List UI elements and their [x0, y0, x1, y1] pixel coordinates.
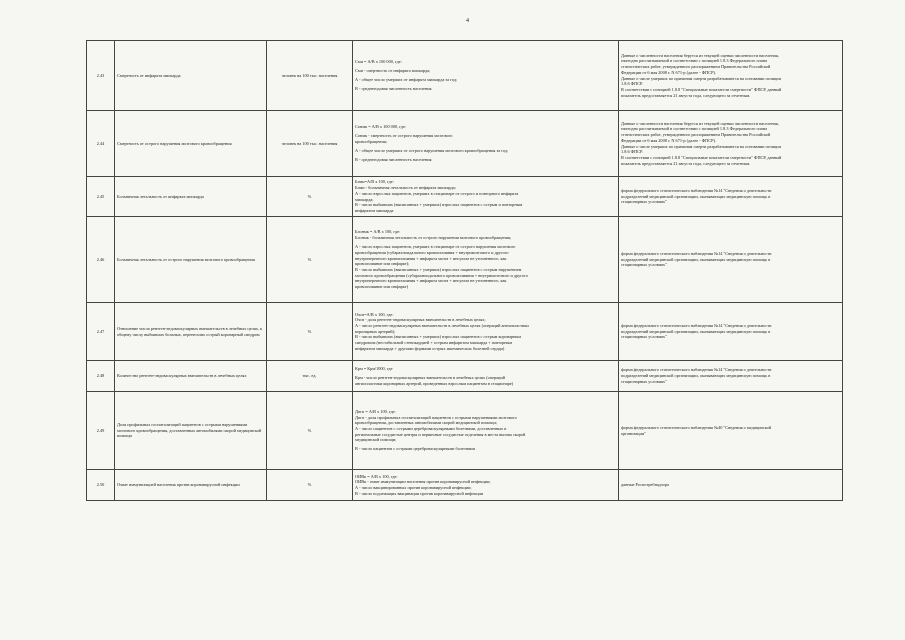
calculation-formula [353, 392, 619, 470]
source-line: ежегодно рассчитываемой в соответствии с позицией 1.8.3 Федерального плана [621, 126, 768, 132]
formula-line: Сми = А/В х 100 000, где: [355, 59, 402, 65]
source-line: подразделений медицинской организации, оказывающих медицинскую помощь в [621, 373, 771, 379]
indicator-name: Больничная летальность от острого нарушения мозгового кровообращения [115, 217, 267, 303]
indicators-table-body [87, 41, 843, 501]
source-line: форма федерального статистического наблюдения №40 "Сведения о медицинской [621, 424, 772, 430]
calculation-formula [353, 177, 619, 217]
source-line: форма федерального статистического наблюдения №14 "Сведения о деятельности [621, 187, 772, 193]
source-line: форма федерального статистического наблюдения №14 "Сведения о деятельности [621, 322, 772, 328]
formula-line: Блонмк = А/В х 100, где: [355, 229, 401, 235]
formula-line: Блонмк - больничная летальность от острого нарушения мозгового кровообращения; [355, 235, 512, 241]
source-line: Данные о числе умерших по причинам смерти разрабатываются на основании позиции [621, 75, 781, 81]
source-line: В соответствии с позицией 1.8.8 "Специальные показатели смертности" ФПСР, данный [621, 86, 782, 92]
source-line: стационарных условиях" [621, 199, 667, 205]
formula-line: Очсв=А/В х 100, где: [355, 311, 394, 317]
formula-line: миокарда; [355, 196, 374, 202]
formula-line: внутричерепного кровоизлияния + инфаркта мозга + инсульта не уточненного, как [355, 278, 507, 284]
row-number: 2.43 [87, 41, 115, 111]
source-line: стационарных условиях" [621, 378, 667, 384]
formula-line: В - число пациентов с острыми цереброваскулярными болезнями [355, 446, 475, 452]
unit-of-measure: человек на 100 тыс. населения [267, 41, 353, 111]
indicator-name: Охват иммунизацией населения против коронавирусной инфекции [115, 470, 267, 501]
formula-line: В - число выбывших (выписанных + умерших) взрослых пациентов с острым и повторным [355, 202, 523, 208]
formula-line: мозгового кровообращения (субарахноидального кровоизлияния + внутримозгового и другого [355, 272, 528, 278]
calculation-formula [353, 111, 619, 177]
formula-line: коронарных артерий); [355, 328, 396, 334]
unit-of-measure: % [267, 177, 353, 217]
formula-line: кровоизлияние или инфаркт) [355, 283, 409, 289]
formula-line: региональные сосудистые центры и первичные сосудистые отделения в места вызова скорой [355, 431, 526, 437]
indicator-name: Смертность от инфаркта миокарда [115, 41, 267, 111]
formula-line: инфарктом миокарда [355, 207, 394, 213]
source-line: подразделений медицинской организации, оказывающих медицинскую помощь в [621, 193, 771, 199]
calculation-formula [353, 303, 619, 361]
source-line: Данные о числе умерших по причинам смерти разрабатываются на основании позиции [621, 143, 781, 149]
row-number: 2.50 [87, 470, 115, 501]
formula-line: кровоизлияние или инфаркт); [355, 261, 410, 267]
formula-line: Блми - больничная летальность от инфаркта миокарда; [355, 185, 456, 191]
data-source [619, 392, 843, 470]
formula-line: Крм - число рентген-эндоваскулярных вмешательств в лечебных целях (операций [355, 374, 505, 380]
page-number: 4 [466, 18, 469, 24]
formula-line: В - число подлежащих вакцинации против коронавирусной инфекции [355, 490, 484, 496]
formula-line: Сми - смертность от инфаркта миокарда; [355, 68, 431, 74]
source-line: статистических работ, утвержденного распоряжением Правительства Российской [621, 132, 771, 138]
table-row [87, 41, 843, 111]
source-line: статистических работ, утвержденного распоряжением Правительства Российской [621, 64, 771, 70]
formula-line: Сонмк - смертность от острого нарушения мозгового [355, 133, 453, 139]
data-source [619, 470, 843, 501]
table-row [87, 177, 843, 217]
source-line: подразделений медицинской организации, оказывающих медицинскую помощь в [621, 328, 771, 334]
row-number: 2.47 [87, 303, 115, 361]
table-row [87, 111, 843, 177]
data-source [619, 361, 843, 392]
source-line: показатель предоставляется 21 августа года, следующего за отчетным. [621, 92, 751, 98]
formula-line: А - общее число умерших от инфаркта миокарда за год; [355, 77, 458, 83]
formula-line: Дпгп = А/В х 100, где: [355, 408, 396, 414]
formula-line: кровообращения; [355, 138, 387, 144]
table-row [87, 361, 843, 392]
source-line: форма федерального статистического наблюдения №14 "Сведения о деятельности [621, 367, 772, 373]
unit-of-measure: % [267, 470, 353, 501]
data-source [619, 177, 843, 217]
source-line: показатель предоставляется 21 августа года, следующего за отчетным. [621, 160, 751, 166]
formula-line: кровообращения (субарахноидального кровоизлияния + внутримозгового и другого [355, 249, 509, 255]
calculation-formula [353, 361, 619, 392]
formula-line: В - число выбывших (выписанных + умерших) взрослых пациентов с острым коронарным [355, 334, 522, 340]
formula-line: А - число взрослых пациентов, умерших в стационаре от острого нарушения мозгового [355, 244, 516, 250]
source-line: Данные о численности населения берутся из текущей оценки численности населения, [621, 52, 779, 58]
table-row [87, 470, 843, 501]
formula-line: ангиопластики коронарных артерий, проведенных взрослым пациентам в стационаре) [355, 380, 514, 386]
source-line: подразделений медицинской организации, оказывающих медицинскую помощь в [621, 256, 771, 262]
indicator-name: Смертность от острого нарушения мозгового кровообращения [115, 111, 267, 177]
unit-of-measure: тыс. ед. [267, 361, 353, 392]
source-line: В соответствии с позицией 1.8.8 "Специальные показатели смертности" ФПСР, данный [621, 154, 782, 160]
source-line: Федерации от 6 мая 2008 г. N 671-р (далее - ФПСР). [621, 137, 717, 143]
row-number: 2.46 [87, 217, 115, 303]
formula-line: А - число пациентов с острыми цереброваскулярными болезнями, доставленных в [355, 425, 507, 431]
formula-line: А - число вакцинированных против коронавирусной инфекции; [355, 485, 472, 490]
source-line: форма федерального статистического наблюдения №14 "Сведения о деятельности [621, 250, 772, 256]
formula-line: синдромом (нестабильной стенокардией + острым инфарктом миокарда + повторным [355, 340, 513, 345]
source-line: стационарных условиях" [621, 334, 667, 340]
data-source [619, 217, 843, 303]
formula-line: ОИВк = А/В х 100, где: [355, 473, 398, 479]
table-row [87, 217, 843, 303]
source-line: 1.8.6 ФПСР. [621, 149, 643, 155]
source-line: ежегодно рассчитываемой в соответствии с позицией 1.8.3 Федерального плана [621, 58, 768, 64]
data-source [619, 111, 843, 177]
formula-line: инфарктом миокарда + другими формами острых ишемических болезней сердца) [355, 345, 505, 351]
row-number: 2.48 [87, 361, 115, 392]
table-row [87, 392, 843, 470]
source-line: 1.8.6 ФПСР. [621, 81, 643, 87]
source-line: организации" [621, 430, 646, 436]
formula-line: А - число взрослых пациентов, умерших в стационаре от острого и повторного инфаркта [355, 190, 519, 196]
row-number: 2.45 [87, 177, 115, 217]
row-number: 2.44 [87, 111, 115, 177]
unit-of-measure: % [267, 392, 353, 470]
row-number: 2.49 [87, 392, 115, 470]
formula-line: А - общее число умерших от острого нарушения мозгового кровообращения за год; [355, 148, 509, 154]
indicator-name: Больничная летальность от инфаркта миокарда [115, 177, 267, 217]
unit-of-measure: % [267, 303, 353, 361]
formula-line: В - среднегодовая численность населения [355, 86, 432, 92]
indicators-table [86, 40, 843, 501]
table-row [87, 303, 843, 361]
formula-line: Блми=А/В х 100, где: [355, 179, 394, 185]
unit-of-measure: человек на 100 тыс. населения [267, 111, 353, 177]
source-line: Федерации от 6 мая 2008 г. N 671-р (далее - ФПСР). [621, 69, 717, 75]
formula-line: медицинской помощи; [355, 437, 397, 443]
formula-line: Сонмк = А/В х 100 000, где: [355, 124, 407, 130]
formula-line: А - число рентген-эндоваскулярных вмешательств в лечебных целях (операций ангиопластики [355, 322, 529, 328]
formula-line: внутричерепного кровоизлияния + инфаркта мозга + инсульта не уточненного, как [355, 255, 507, 261]
calculation-formula [353, 41, 619, 111]
formula-line: ОИВк - охват иммунизации населения против коронавирусной инфекции; [355, 479, 491, 485]
source-line: Данные о численности населения берутся из текущей оценки численности населения, [621, 120, 779, 126]
indicator-name: Отношение числа рентген-эндоваскулярных вмешательств в лечебных целях, к общему числу выбывших больных, перенесших острый коронарный синдром [115, 303, 267, 361]
formula-line: Очсв - доля рентген-эндоваскулярных вмешательств в лечебных целях; [355, 317, 486, 323]
source-line: стационарных условиях" [621, 262, 667, 268]
formula-line: кровообращения, доставленных автомобилями скорой медицинской помощи; [355, 420, 497, 426]
data-source [619, 41, 843, 111]
indicator-name: Доля профильных госпитализаций пациентов с острыми нарушениями мозгового кровообращения, доставленных автомобилями скорой медицинской помощи [115, 392, 267, 470]
formula-line: В - среднегодовая численность населения [355, 157, 432, 163]
formula-line: В - число выбывших (выписанных + умерших) взрослых пациентов с острым нарушением [355, 266, 522, 272]
formula-line: Крм = Крм/1000, где [355, 365, 393, 371]
source-line: данные Роспотребнадзора [621, 482, 669, 488]
unit-of-measure: % [267, 217, 353, 303]
calculation-formula [353, 217, 619, 303]
calculation-formula [353, 470, 619, 501]
data-source [619, 303, 843, 361]
indicator-name: Количество рентген-эндоваскулярных вмешательств в лечебных целях [115, 361, 267, 392]
formula-line: Дпгп - доля профильных госпитализаций пациентов с острыми нарушениями мозгового [355, 414, 517, 420]
